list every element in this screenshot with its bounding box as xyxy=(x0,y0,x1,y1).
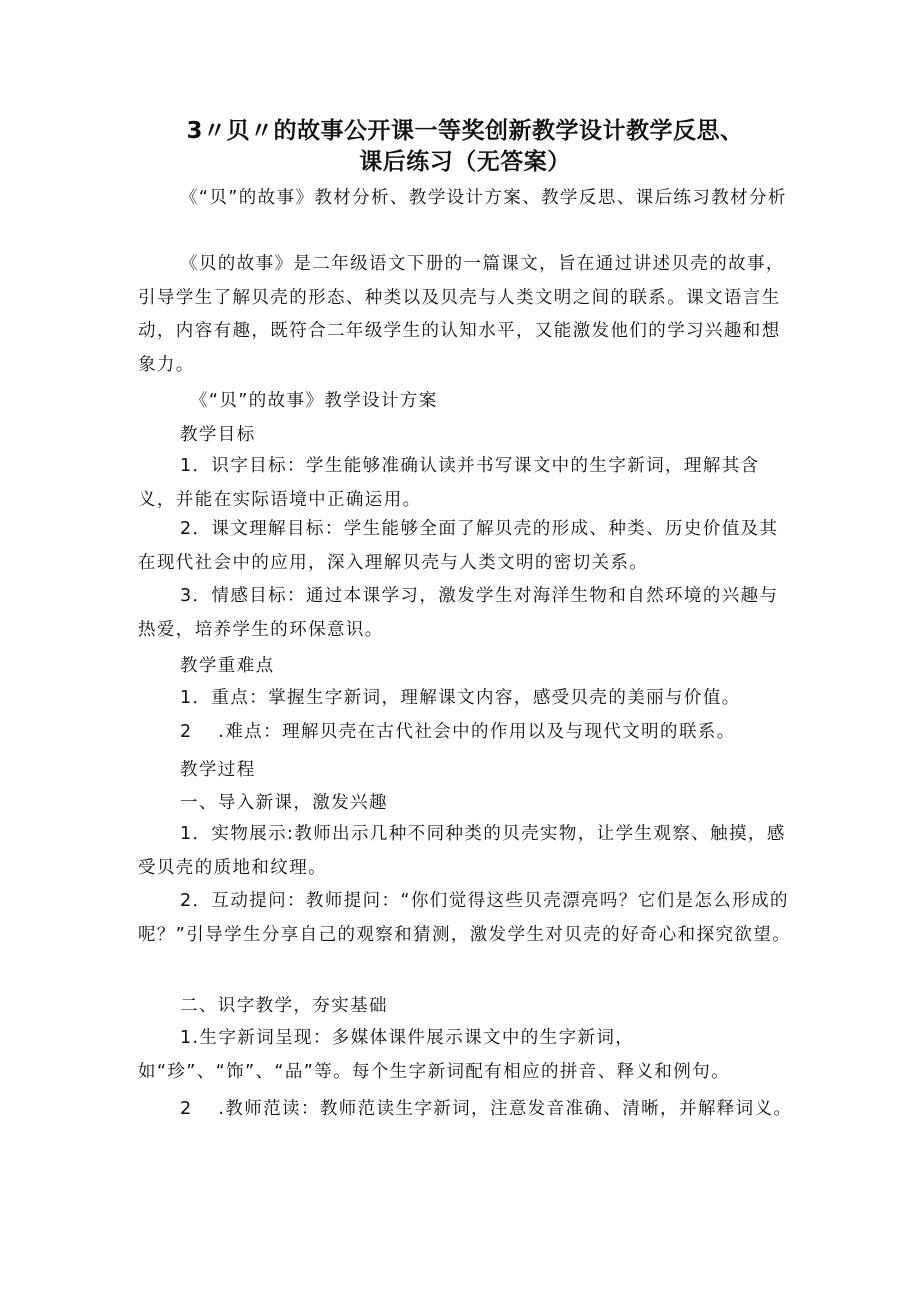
difficulties-heading: 教学重难点 xyxy=(180,656,275,676)
intro-paragraph: 《贝的故事》是二年级语文下册的一篇课文，旨在通过讲述贝壳的故事，引导学生了解贝壳的形态、种类以及贝壳与人类文明之间的联系。课文语言生动，内容有趣，既符合二年级学生的认知水平，又能激发他们的学习兴趣和想象力。 xyxy=(138,254,785,375)
subtitle-paragraph: 《“贝”的故事》教材分析、教学设计方案、教学反思、课后练习教材分析 xyxy=(180,188,787,208)
difficulty-item-1: 1．重点：掌握生字新词，理解课文内容，感受贝壳的美丽与价值。 xyxy=(180,688,741,708)
section-1-item-1: 1．实物展示:教师出示几种不同种类的贝壳实物，让学生观察、触摸，感受贝壳的质地和纹理。 xyxy=(138,824,786,878)
document-title-line-2: 课后练习（无答案） xyxy=(359,149,571,175)
section-2-item-1: 1.生字新词呈现：多媒体课件展示课文中的生字新词，如“珍”、“饰”、“品”等。每个生字新词配有相应的拼音、释义和例句。 xyxy=(138,1028,730,1082)
section-1-heading: 一、导入新课，激发兴趣 xyxy=(180,793,388,813)
document-title-line-1: 3〃贝〃的故事公开课一等奖创新教学设计教学反思、 xyxy=(186,118,744,144)
section-1-item-2: 2．互动提问：教师提问：“你们觉得这些贝壳漂亮吗？它们是怎么形成的呢？”引导学生分享自己的观察和猜测，激发学生对贝壳的好奇心和探究欲望。 xyxy=(138,891,792,945)
design-heading: 《“贝”的故事》教学设计方案 xyxy=(190,391,438,411)
section-2-item-2: 2 .教师范读：教师范读生字新词，注意发音准确、清晰，并解释词义。 xyxy=(180,1099,793,1119)
section-2-heading: 二、识字教学，夯实基础 xyxy=(180,996,388,1016)
goals-heading: 教学目标 xyxy=(180,425,256,445)
process-heading: 教学过程 xyxy=(180,760,256,780)
goal-item-1: 1．识字目标：学生能够准确认读并书写课文中的生字新词，理解其含义，并能在实际语境中正确运用。 xyxy=(138,456,760,510)
goal-item-3: 3．情感目标：通过本课学习，激发学生对海洋生物和自然环境的兴趣与热爱，培养学生的环保意识。 xyxy=(138,586,779,640)
difficulty-item-2: 2 .难点：理解贝壳在古代社会中的作用以及与现代文明的联系。 xyxy=(180,722,736,742)
goal-item-2: 2．课文理解目标：学生能够全面了解贝壳的形成、种类、历史价值及其在现代社会中的应用，深入理解贝壳与人类文明的密切关系。 xyxy=(138,519,779,573)
